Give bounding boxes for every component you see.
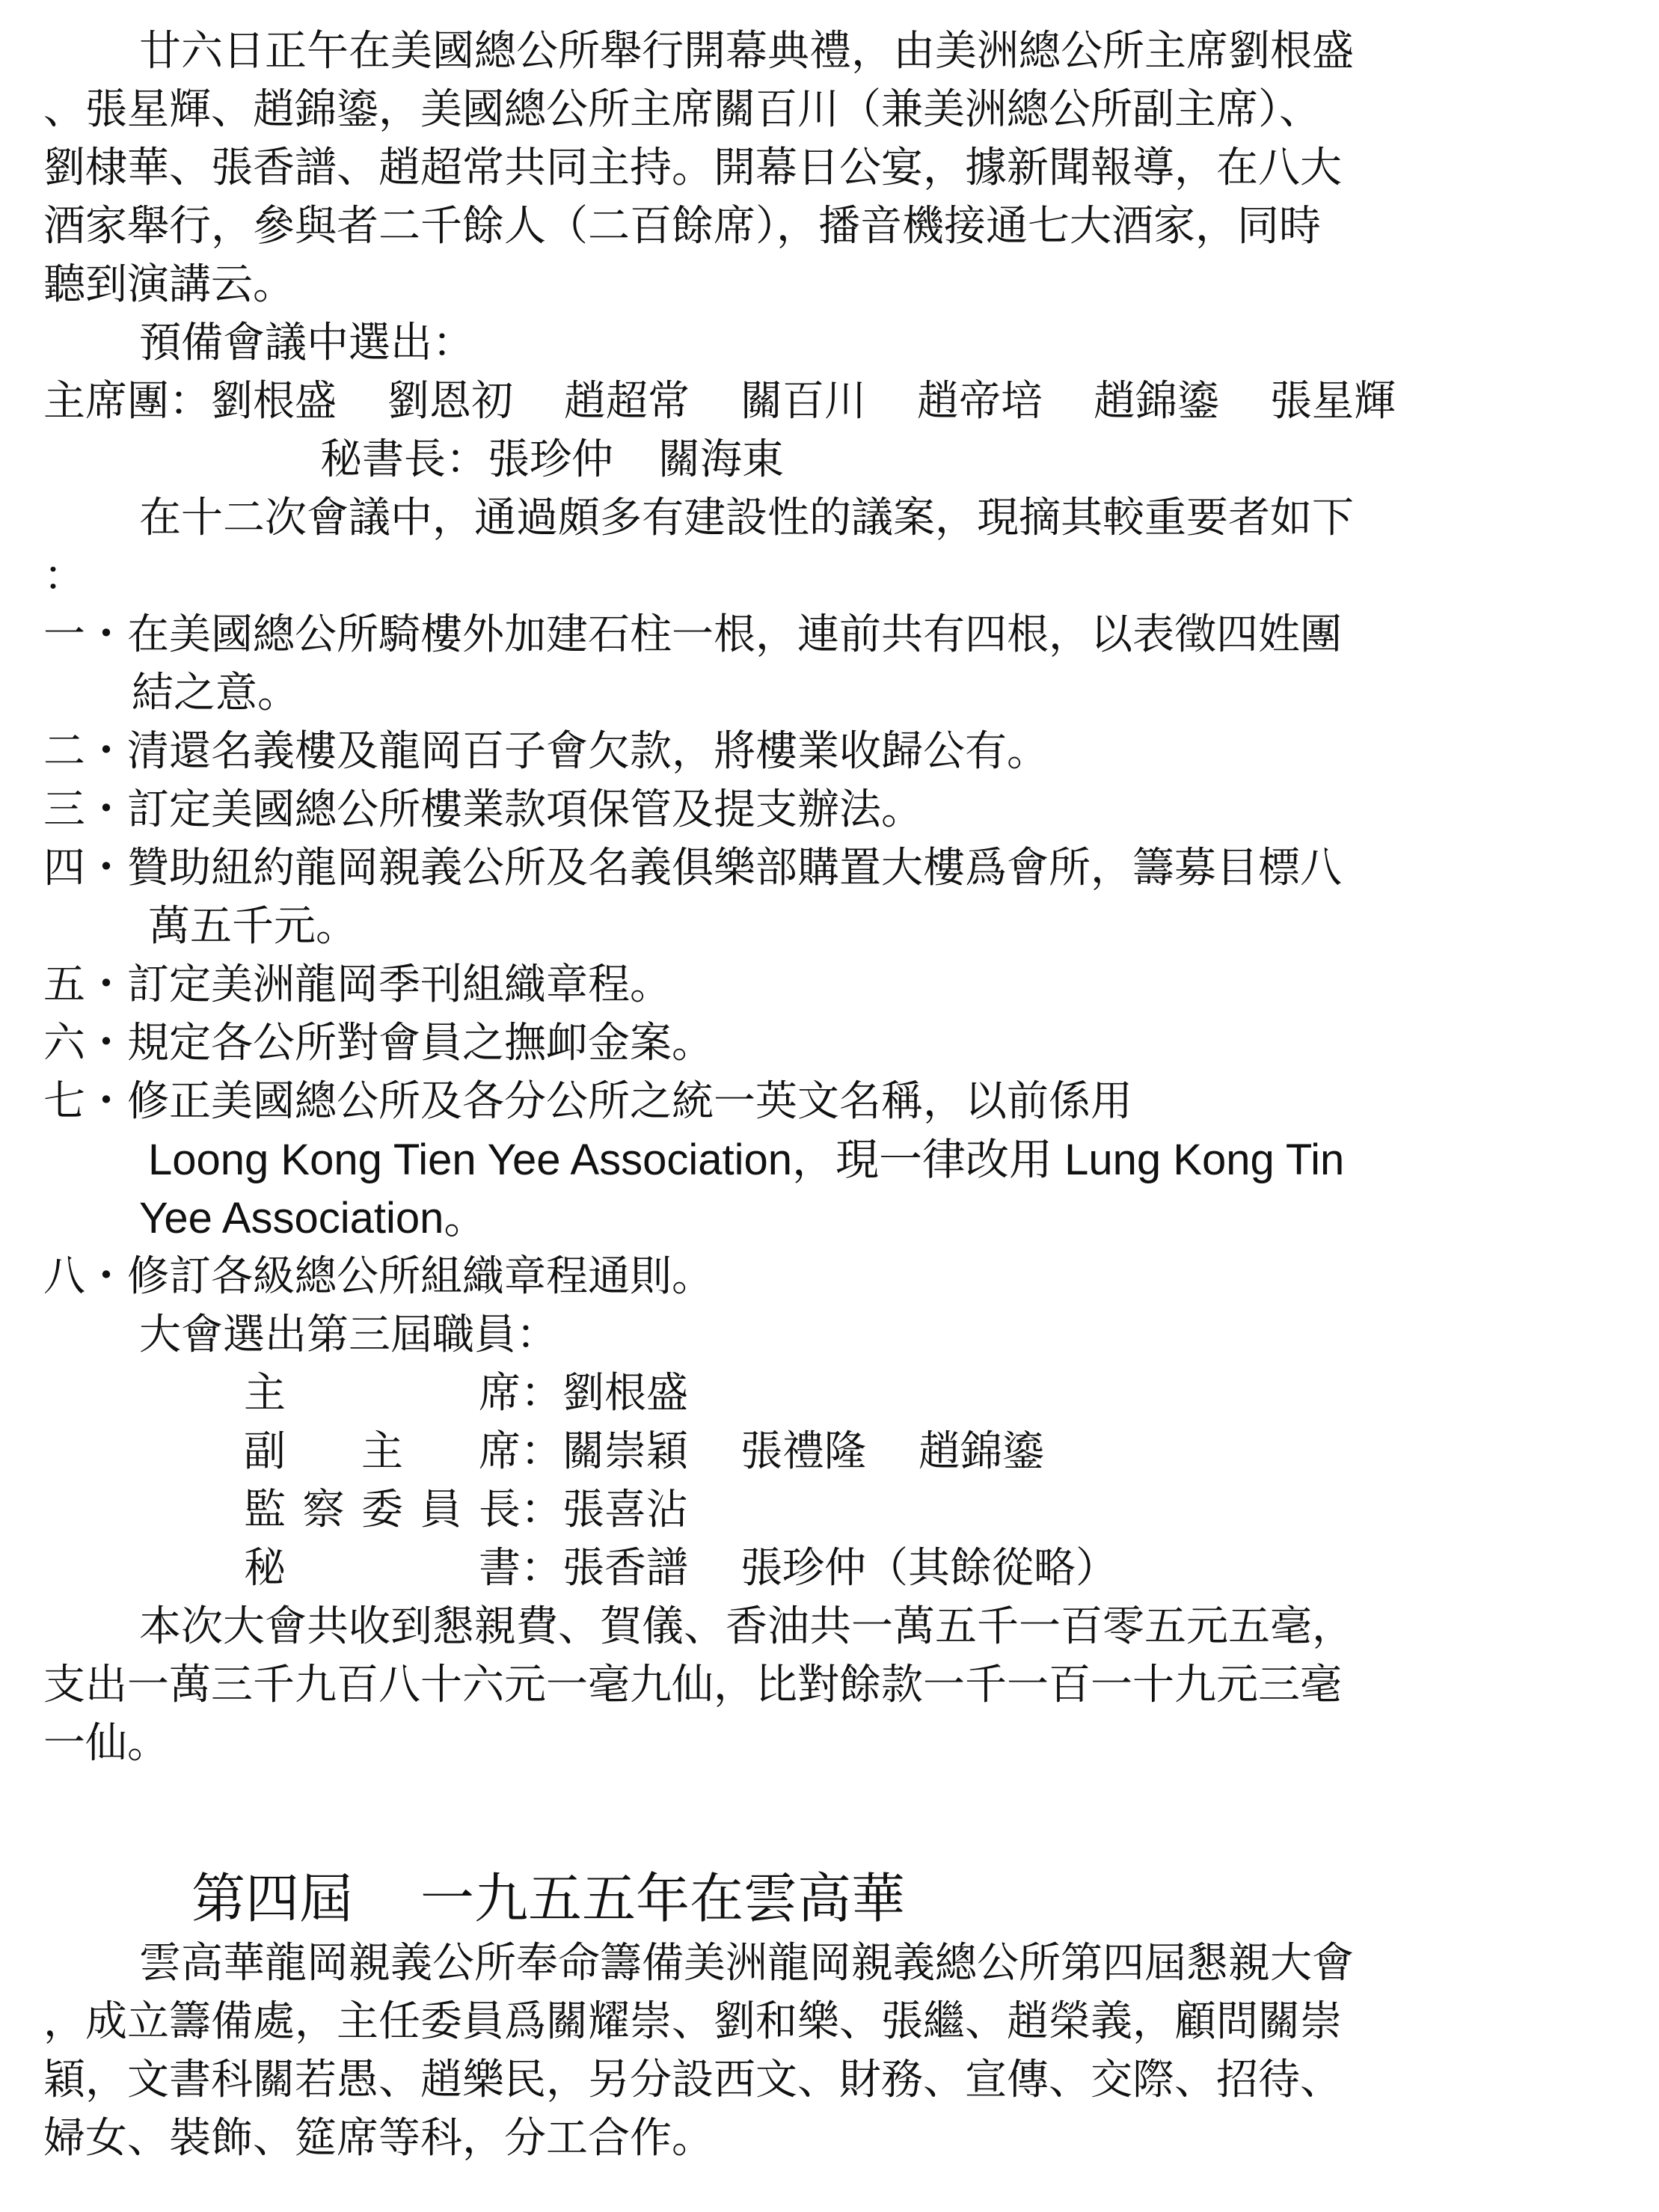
item-number: 三・ <box>43 785 127 834</box>
member-name: 趙錦鎏 <box>1094 377 1219 426</box>
title-char: 監 <box>244 1486 286 1534</box>
member-name: 關崇穎 <box>562 1427 688 1476</box>
member-name: 劉根盛 <box>562 1369 688 1418</box>
list-item <box>43 1248 1614 1306</box>
member-name: 劉恩初 <box>387 377 513 426</box>
section-heading <box>43 1863 1614 1934</box>
title-char: 秘 <box>244 1544 286 1593</box>
item-number: 二・ <box>43 727 127 776</box>
title-char: 主 <box>244 1369 286 1418</box>
member-name: 張喜沾 <box>562 1486 688 1534</box>
title-char: 席 <box>479 1369 521 1418</box>
officer-title <box>244 1423 521 1481</box>
resolutions-intro: 在十二次會議中，通過頗多有建設性的議案，現摘其較重要者如下 <box>139 494 1354 542</box>
officer-names <box>562 1481 688 1539</box>
officer-row <box>244 1364 1614 1423</box>
colon: ： <box>521 1369 562 1418</box>
officers-table <box>43 1364 1614 1598</box>
list-item <box>43 839 1614 956</box>
list-item <box>43 1073 1614 1248</box>
title-char: 員 <box>420 1486 462 1534</box>
officer-row <box>244 1539 1614 1598</box>
text-line: 本次大會共收到懇親費、賀儀、香油共一萬五千一百零五元五毫， <box>139 1602 1354 1651</box>
resolutions-list <box>43 606 1614 1306</box>
text-line: ，成立籌備處，主任委員爲關耀崇、劉和樂、張繼、趙榮義，顧問關崇 <box>43 1997 1342 2046</box>
text-line: 穎，文書科關若愚、趙樂民，另分設西文、財務、宣傳、交際、招待、 <box>43 2056 1342 2104</box>
presidium-row <box>43 373 1614 431</box>
item-text: 規定各公所對會員之撫卹金案。 <box>127 1019 714 1067</box>
member-name: 趙超常 <box>564 377 690 426</box>
title-char: 長 <box>479 1486 521 1534</box>
officer-title <box>244 1364 521 1423</box>
title-char: 察 <box>302 1486 345 1534</box>
item-text: 結之意。 <box>132 669 299 717</box>
colon: ： <box>521 1486 562 1534</box>
secretary-general-row <box>43 431 1614 489</box>
item-text: 修正美國總公所及各分公所之統一英文名稱，以前係用 <box>127 1077 1132 1126</box>
list-item <box>43 781 1614 839</box>
colon: ： <box>521 1427 562 1476</box>
text-line: 酒家舉行，參與者二千餘人（二百餘席），播音機接通七大酒家，同時 <box>43 202 1321 251</box>
text-line: 婦女、裝飾、筵席等科，分工合作。 <box>43 2114 714 2163</box>
member-name: 張珍仲 <box>488 435 613 484</box>
presidium-names <box>211 373 1396 431</box>
list-item <box>43 956 1614 1014</box>
text-line: 、張星輝、趙錦鎏，美國總公所主席關百川（兼美洲總公所副主席）、 <box>43 85 1321 134</box>
item-text: 清還名義樓及龍岡百子會欠款，將樓業收歸公有。 <box>127 727 1049 776</box>
item-text: 訂定美洲龍岡季刊組織章程。 <box>127 961 672 1009</box>
officer-row <box>244 1423 1614 1481</box>
member-name: 關百川 <box>740 377 866 426</box>
title-char: 副 <box>244 1427 286 1476</box>
item-text: Loong Kong Tien Yee Association，現一律改用 Lung Kong Tin <box>148 1136 1345 1184</box>
secretary-general-label: 秘書長： <box>320 435 488 484</box>
item-text: 修訂各級總公所組織章程通則。 <box>127 1252 714 1301</box>
presidium-label: 主席團： <box>43 377 211 426</box>
text-line: 劉棣華、張香譜、趙超常共同主持。開幕日公宴，據新聞報導，在八大 <box>43 144 1342 192</box>
member-name: 張星輝 <box>1270 377 1396 426</box>
member-name: 趙帝培 <box>917 377 1043 426</box>
title-char: 委 <box>361 1486 403 1534</box>
list-item <box>43 723 1614 781</box>
item-number: 八・ <box>43 1252 127 1301</box>
officers-intro: 大會選出第三屆職員： <box>139 1311 558 1359</box>
officer-title <box>244 1481 521 1539</box>
officer-names <box>562 1364 688 1423</box>
vancouver-paragraph <box>43 1934 1614 2168</box>
item-number: 五・ <box>43 961 127 1009</box>
title-char: 主 <box>361 1427 403 1476</box>
item-text: 萬五千元。 <box>148 902 358 951</box>
item-number: 一・ <box>43 610 127 659</box>
text-line: 雲高華龍岡親義公所奉命籌備美洲龍岡親義總公所第四屆懇親大會 <box>139 1939 1354 1988</box>
item-number: 六・ <box>43 1019 127 1067</box>
item-text: 訂定美國總公所樓業款項保管及提支辦法。 <box>127 785 923 834</box>
text-line: 聽到演講云。 <box>43 260 295 309</box>
member-name: 張禮隆 <box>740 1427 866 1476</box>
member-name: 關海東 <box>658 435 784 484</box>
officer-names <box>562 1423 1044 1481</box>
officer-title <box>244 1539 521 1598</box>
prep-meeting-line: 預備會議中選出： <box>139 319 474 367</box>
title-char: 席 <box>479 1427 521 1476</box>
finance-paragraph <box>43 1598 1614 1773</box>
item-text: Yee Association。 <box>139 1194 488 1243</box>
item-text: 在美國總公所騎樓外加建石柱一根，連前共有四根，以表徵四姓團 <box>127 610 1342 659</box>
section-title: 一九五五年在雲高華 <box>420 1867 906 1930</box>
member-name: 張香譜 <box>562 1544 688 1593</box>
colon: ： <box>521 1544 562 1593</box>
title-char: 書 <box>479 1544 521 1593</box>
officer-names <box>562 1539 1117 1598</box>
item-number: 七・ <box>43 1077 127 1126</box>
member-name: 張珍仲（其餘從略） <box>740 1544 1117 1593</box>
text-line: 廿六日正午在美國總公所舉行開幕典禮，由美洲總公所主席劉根盛 <box>139 27 1354 76</box>
officer-row <box>244 1481 1614 1539</box>
item-text: 贊助紐約龍岡親義公所及名義俱樂部購置大樓爲會所，籌募目標八 <box>127 844 1342 892</box>
list-item <box>43 606 1614 723</box>
list-item <box>43 1014 1614 1073</box>
text-line: 一仙。 <box>43 1719 169 1768</box>
resolutions-intro-colon: ： <box>43 552 85 601</box>
member-name: 劉根盛 <box>211 377 337 426</box>
section-session: 第四屆 <box>191 1867 354 1930</box>
text-line: 支出一萬三千九百八十六元一毫九仙，比對餘款一千一百一十九元三毫 <box>43 1661 1342 1709</box>
opening-paragraph <box>43 22 1614 314</box>
item-number: 四・ <box>43 844 127 892</box>
member-name: 趙錦鎏 <box>919 1427 1044 1476</box>
